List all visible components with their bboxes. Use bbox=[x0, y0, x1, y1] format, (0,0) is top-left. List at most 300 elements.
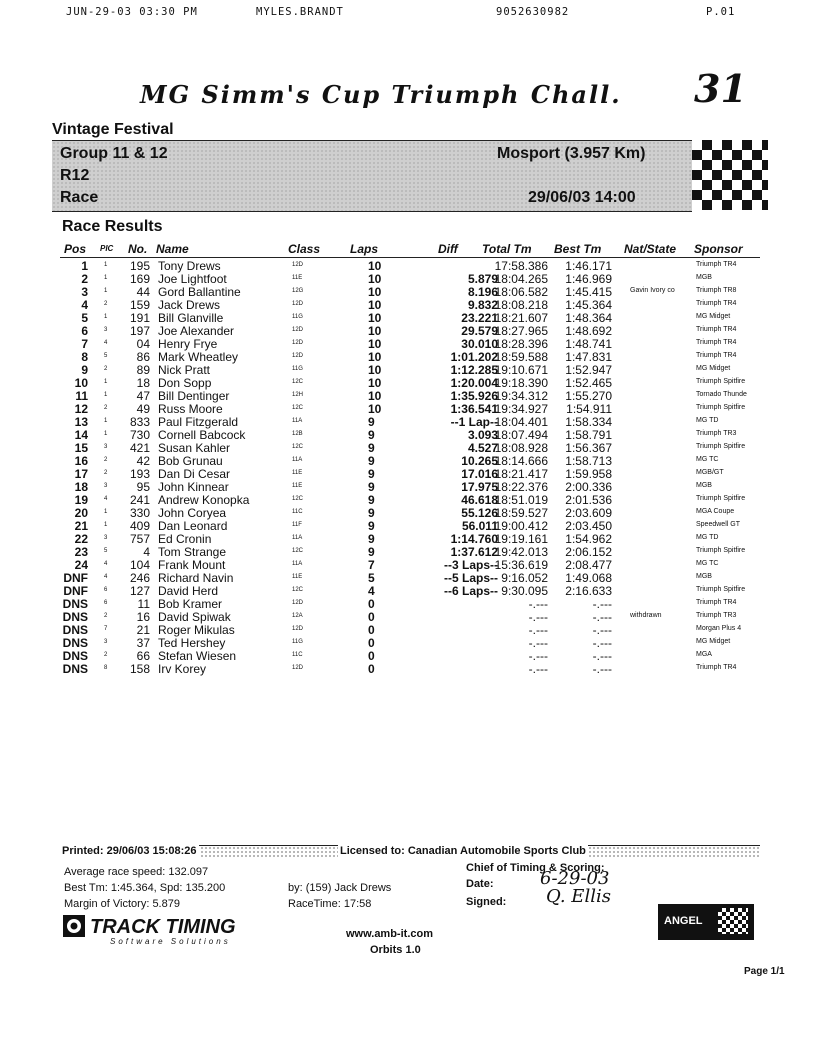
cell-pos: 19 bbox=[74, 493, 88, 507]
software-version: Orbits 1.0 bbox=[370, 944, 421, 956]
cell-laps: 9 bbox=[368, 454, 375, 468]
cell-sponsor: Triumph TR4 bbox=[696, 300, 737, 307]
cell-name: Bob Kramer bbox=[158, 597, 223, 611]
cell-best: -.--- bbox=[592, 636, 612, 650]
cell-cls: 11A bbox=[292, 535, 303, 541]
cell-total: 18:59.588 bbox=[494, 350, 548, 364]
cell-sponsor: Triumph TR8 bbox=[696, 287, 737, 294]
printed-timestamp: Printed: 29/06/03 15:08:26 bbox=[62, 845, 197, 857]
cell-total: -.--- bbox=[528, 610, 548, 624]
cell-best: 1:52.947 bbox=[565, 363, 612, 377]
fax-header bbox=[66, 6, 776, 20]
cell-sponsor: Triumph TR3 bbox=[696, 612, 737, 619]
table-row bbox=[60, 324, 760, 337]
cell-pic: 8 bbox=[104, 665, 108, 671]
cell-diff: 56.011 bbox=[461, 519, 498, 533]
col-no: No. bbox=[128, 242, 148, 256]
cell-total: -.--- bbox=[528, 636, 548, 650]
cell-pos: 1 bbox=[81, 259, 88, 273]
chief-label: Chief of Timing & Scoring: bbox=[466, 862, 605, 874]
cell-laps: 9 bbox=[368, 532, 375, 546]
cell-name: Joe Alexander bbox=[158, 324, 235, 338]
cell-pic: 1 bbox=[104, 262, 108, 268]
cell-cls: 11F bbox=[292, 522, 302, 528]
sponsor-flag-icon bbox=[718, 908, 748, 934]
cell-pos: DNS bbox=[62, 662, 88, 676]
cell-name: Tom Strange bbox=[158, 545, 227, 559]
signed-label: Signed: bbox=[466, 896, 507, 908]
cell-cls: 12D bbox=[292, 262, 304, 268]
cell-cls: 12C bbox=[292, 548, 304, 554]
cell-no: 246 bbox=[129, 571, 150, 585]
cell-diff: 1:37.612 bbox=[450, 545, 498, 559]
cell-total: -.--- bbox=[528, 662, 548, 676]
cell-sponsor: MG TD bbox=[696, 534, 719, 541]
brand-sub: Software Solutions bbox=[110, 937, 231, 946]
cell-total: -.--- bbox=[528, 597, 548, 611]
footer-band bbox=[60, 845, 760, 858]
cell-best: 1:54.911 bbox=[566, 402, 612, 416]
cell-sponsor: Triumph TR4 bbox=[696, 599, 737, 606]
table-row bbox=[60, 649, 760, 662]
cell-no: 409 bbox=[129, 519, 150, 533]
cell-pos: 15 bbox=[74, 441, 88, 455]
cell-name: Stefan Wiesen bbox=[158, 649, 237, 663]
table-row bbox=[60, 623, 760, 636]
cell-sponsor: MG Midget bbox=[696, 638, 731, 645]
cell-total: 17:58.386 bbox=[494, 259, 548, 273]
cell-cls: 12D bbox=[292, 353, 304, 359]
cell-no: 330 bbox=[129, 506, 150, 520]
cell-total: 19:34.927 bbox=[494, 402, 548, 416]
cell-pos: 13 bbox=[74, 415, 88, 429]
cell-no: 44 bbox=[136, 285, 150, 299]
table-row bbox=[60, 532, 760, 545]
cell-pic: 2 bbox=[104, 470, 108, 476]
col-diff: Diff bbox=[438, 242, 458, 256]
cell-laps: 9 bbox=[368, 519, 375, 533]
cell-pic: 3 bbox=[104, 483, 108, 489]
cell-name: Dan Leonard bbox=[158, 519, 228, 533]
cell-no: 104 bbox=[129, 558, 150, 572]
cell-name: Bill Glanville bbox=[158, 311, 224, 325]
cell-pos: DNS bbox=[62, 610, 88, 624]
table-row bbox=[60, 636, 760, 649]
track-label: Mosport (3.957 Km) bbox=[497, 145, 646, 162]
col-pos: Pos bbox=[64, 242, 87, 256]
cell-best: 1:58.791 bbox=[565, 428, 612, 442]
cell-pos: 2 bbox=[81, 272, 88, 286]
cell-sponsor: MGB bbox=[696, 274, 712, 281]
cell-sponsor: MG TC bbox=[696, 456, 719, 463]
sponsor-logo bbox=[658, 904, 754, 940]
cell-pic: 2 bbox=[104, 301, 108, 307]
cell-laps: 7 bbox=[368, 558, 375, 572]
cell-name: David Spiwak bbox=[158, 610, 231, 624]
cell-pos: DNS bbox=[62, 597, 88, 611]
cell-total: 18:21.417 bbox=[494, 467, 548, 481]
cell-pos: DNF bbox=[63, 584, 88, 598]
track-timing-logo-icon bbox=[62, 914, 86, 938]
cell-no: 421 bbox=[129, 441, 150, 455]
cell-best: 1:45.415 bbox=[565, 285, 612, 299]
cell-total: 18:59.527 bbox=[494, 506, 548, 520]
cell-sponsor: Triumph Spitfire bbox=[696, 404, 746, 411]
cell-pic: 1 bbox=[104, 392, 108, 398]
cell-total: 19:42.013 bbox=[494, 545, 548, 559]
cell-sponsor: Triumph Spitfire bbox=[696, 443, 746, 450]
cell-name: Susan Kahler bbox=[158, 441, 231, 455]
column-headers bbox=[60, 242, 760, 258]
group-label: Group 11 & 12 bbox=[60, 145, 168, 162]
cell-no: 158 bbox=[129, 662, 150, 676]
cell-best: -.--- bbox=[592, 623, 612, 637]
cell-total: 19:18.390 bbox=[494, 376, 548, 390]
signature: Q. Ellis bbox=[546, 886, 611, 907]
cell-best: 1:58.334 bbox=[565, 415, 612, 429]
cell-cls: 12D bbox=[292, 327, 304, 333]
cell-best: 1:59.958 bbox=[565, 467, 612, 481]
cell-diff: 30.010 bbox=[461, 337, 498, 351]
cell-sponsor: MGB/GT bbox=[696, 469, 724, 476]
cell-cls: 12C bbox=[292, 587, 304, 593]
cell-no: 37 bbox=[136, 636, 150, 650]
cell-cls: 11G bbox=[292, 639, 303, 645]
cell-cls: 11C bbox=[292, 652, 303, 658]
best-time: Best Tm: 1:45.364, Spd: 135.200 bbox=[64, 882, 226, 894]
cell-cls: 11A bbox=[292, 457, 303, 463]
fax-sender: MYLES.BRANDT bbox=[256, 6, 344, 18]
cell-name: Jack Drews bbox=[158, 298, 221, 312]
col-class: Class bbox=[288, 242, 321, 256]
table-row bbox=[60, 519, 760, 532]
cell-sponsor: MG Midget bbox=[696, 313, 731, 320]
cell-diff: --5 Laps-- bbox=[444, 571, 498, 585]
cell-laps: 10 bbox=[368, 337, 382, 351]
cell-name: Ed Cronin bbox=[158, 532, 212, 546]
cell-name: Tony Drews bbox=[158, 259, 221, 273]
cell-no: 11 bbox=[137, 597, 150, 611]
cell-pos: 4 bbox=[81, 298, 88, 312]
cell-pic: 2 bbox=[104, 366, 108, 372]
cell-laps: 0 bbox=[368, 597, 375, 611]
table-row bbox=[60, 454, 760, 467]
cell-sponsor: Triumph Spitfire bbox=[696, 547, 746, 554]
cell-sponsor: MG Midget bbox=[696, 365, 731, 372]
cell-best: 2:01.536 bbox=[565, 493, 612, 507]
checkered-flag-icon bbox=[692, 140, 768, 210]
cell-name: Gord Ballantine bbox=[158, 285, 241, 299]
cell-cls: 11E bbox=[292, 275, 303, 281]
cell-cls: 12C bbox=[292, 444, 304, 450]
col-sponsor: Sponsor bbox=[694, 242, 743, 256]
cell-sponsor: Triumph Spitfire bbox=[696, 586, 746, 593]
cell-total: 18:08.928 bbox=[494, 441, 548, 455]
cell-name: Henry Frye bbox=[158, 337, 218, 351]
cell-cls: 12H bbox=[292, 392, 304, 398]
cell-laps: 9 bbox=[368, 480, 375, 494]
cell-pos: 10 bbox=[74, 376, 88, 390]
cell-cls: 12A bbox=[292, 613, 303, 619]
cell-best: 1:45.364 bbox=[565, 298, 612, 312]
table-row bbox=[60, 610, 760, 623]
cell-best: 1:56.367 bbox=[565, 441, 612, 455]
cell-total: 18:04.265 bbox=[494, 272, 548, 286]
cell-best: 1:46.969 bbox=[565, 272, 612, 286]
table-row bbox=[60, 493, 760, 506]
cell-diff: 1:35.926 bbox=[450, 389, 498, 403]
cell-pic: 2 bbox=[104, 613, 108, 619]
cell-no: 89 bbox=[136, 363, 150, 377]
cell-pic: 1 bbox=[104, 288, 108, 294]
cell-sponsor: Tornado Thunde bbox=[696, 391, 747, 398]
cell-total: 15:36.619 bbox=[494, 558, 548, 572]
cell-cls: 12C bbox=[292, 379, 304, 385]
cell-pic: 4 bbox=[104, 561, 108, 567]
cell-best: 2:00.336 bbox=[565, 480, 612, 494]
cell-diff: 17.975 bbox=[461, 480, 498, 494]
cell-pic: 4 bbox=[104, 340, 108, 346]
cell-sponsor: MG TC bbox=[696, 560, 719, 567]
event-title: Vintage Festival bbox=[52, 121, 174, 138]
cell-diff: 5.879 bbox=[467, 272, 498, 286]
cell-total: 19:00.412 bbox=[494, 519, 548, 533]
cell-best: 1:52.465 bbox=[565, 376, 612, 390]
licensed-to: Licensed to: Canadian Automobile Sports Club bbox=[340, 845, 586, 857]
cell-no: 47 bbox=[136, 389, 150, 403]
cell-sponsor: Triumph Spitfire bbox=[696, 378, 746, 385]
cell-total: 18:28.396 bbox=[494, 337, 548, 351]
cell-sponsor: Triumph TR4 bbox=[696, 352, 737, 359]
table-row bbox=[60, 415, 760, 428]
cell-cls: 11E bbox=[292, 483, 303, 489]
cell-diff: 1:14.760 bbox=[450, 532, 498, 546]
average-speed: Average race speed: 132.097 bbox=[64, 866, 209, 878]
cell-pos: 6 bbox=[81, 324, 88, 338]
cell-best: 2:06.152 bbox=[565, 545, 612, 559]
table-row bbox=[60, 571, 760, 584]
margin-of-victory: Margin of Victory: 5.879 bbox=[64, 898, 180, 910]
cell-no: 18 bbox=[136, 376, 150, 390]
cell-pos: 18 bbox=[74, 480, 88, 494]
cell-pic: 3 bbox=[104, 535, 108, 541]
cell-pic: 6 bbox=[104, 587, 108, 593]
cell-no: 04 bbox=[136, 337, 150, 351]
col-total: Total Tm bbox=[482, 242, 532, 256]
cell-diff: 10.265 bbox=[461, 454, 498, 468]
race-time: RaceTime: 17:58 bbox=[288, 898, 372, 910]
table-row bbox=[60, 389, 760, 402]
cell-diff: 55.126 bbox=[461, 506, 498, 520]
cell-best: 2:16.633 bbox=[565, 584, 612, 598]
fax-datetime: JUN-29-03 03:30 PM bbox=[66, 6, 198, 18]
date-label: Date: bbox=[466, 878, 494, 890]
col-name: Name bbox=[156, 242, 189, 256]
cell-diff: 1:36.541 bbox=[450, 402, 498, 416]
cell-pic: 3 bbox=[104, 639, 108, 645]
cell-sponsor: MGA Coupe bbox=[696, 508, 735, 515]
cell-cls: 12C bbox=[292, 496, 304, 502]
cell-pic: 1 bbox=[104, 522, 108, 528]
table-row bbox=[60, 428, 760, 441]
cell-no: 127 bbox=[129, 584, 150, 598]
cell-laps: 9 bbox=[368, 493, 375, 507]
cell-no: 197 bbox=[129, 324, 150, 338]
table-row bbox=[60, 480, 760, 493]
cell-pic: 1 bbox=[104, 275, 108, 281]
cell-sponsor: MGB bbox=[696, 573, 712, 580]
col-pic: PIC bbox=[100, 244, 114, 253]
cell-diff: 3.093 bbox=[467, 428, 498, 442]
cell-no: 16 bbox=[136, 610, 150, 624]
cell-best: -.--- bbox=[592, 662, 612, 676]
cell-pos: 24 bbox=[74, 558, 88, 572]
cell-pic: 2 bbox=[104, 652, 108, 658]
cell-laps: 10 bbox=[368, 363, 382, 377]
cell-sponsor: Morgan Plus 4 bbox=[696, 625, 742, 632]
cell-total: 18:21.607 bbox=[494, 311, 548, 325]
cell-pos: 5 bbox=[81, 311, 88, 325]
table-row bbox=[60, 558, 760, 571]
cell-diff: 8.196 bbox=[467, 285, 498, 299]
table-row bbox=[60, 506, 760, 519]
cell-cls: 12D bbox=[292, 301, 304, 307]
cell-total: 18:07.494 bbox=[494, 428, 548, 442]
cell-diff: 1:12.285 bbox=[450, 363, 498, 377]
table-row bbox=[60, 259, 760, 272]
cell-diff: 1:20.004 bbox=[450, 376, 498, 390]
table-row bbox=[60, 298, 760, 311]
cell-name: Andrew Konopka bbox=[158, 493, 250, 507]
cell-best: 1:58.713 bbox=[565, 454, 612, 468]
cell-best: 1:54.962 bbox=[565, 532, 612, 546]
cell-pos: 16 bbox=[74, 454, 88, 468]
cell-pic: 2 bbox=[104, 405, 108, 411]
cell-total: 18:14.666 bbox=[494, 454, 548, 468]
cell-total: -.--- bbox=[528, 649, 548, 663]
cell-pos: 14 bbox=[74, 428, 88, 442]
cell-cls: 12B bbox=[292, 431, 303, 437]
cell-laps: 0 bbox=[368, 649, 375, 663]
cell-pic: 2 bbox=[104, 457, 108, 463]
cell-best: -.--- bbox=[592, 649, 612, 663]
cell-name: Russ Moore bbox=[158, 402, 223, 416]
cell-name: John Coryea bbox=[158, 506, 227, 520]
cell-sponsor: MG TD bbox=[696, 417, 719, 424]
table-row bbox=[60, 337, 760, 350]
cell-no: 42 bbox=[136, 454, 150, 468]
cell-laps: 9 bbox=[368, 545, 375, 559]
fax-phone: 9052630982 bbox=[496, 6, 570, 18]
session-datetime: 29/06/03 14:00 bbox=[528, 189, 636, 206]
cell-pos: 21 bbox=[74, 519, 88, 533]
cell-total: -.--- bbox=[528, 623, 548, 637]
cell-sponsor: Triumph TR4 bbox=[696, 339, 737, 346]
class-code: R12 bbox=[60, 167, 90, 184]
cell-total: 18:08.218 bbox=[494, 298, 548, 312]
cell-best: 1:48.692 bbox=[565, 324, 612, 338]
cell-no: 169 bbox=[129, 272, 150, 286]
cell-diff: 4.527 bbox=[467, 441, 498, 455]
cell-diff: 23.221 bbox=[461, 311, 498, 325]
table-row bbox=[60, 376, 760, 389]
cell-total: 9:30.095 bbox=[501, 584, 548, 598]
cell-name: Irv Korey bbox=[158, 662, 207, 676]
cell-pic: 1 bbox=[104, 431, 108, 437]
cell-pos: 8 bbox=[81, 350, 88, 364]
table-row bbox=[60, 584, 760, 597]
cell-cls: 12C bbox=[292, 405, 304, 411]
cell-best: 1:48.741 bbox=[565, 337, 612, 351]
cell-diff: 17.016 bbox=[461, 467, 498, 481]
cell-name: Nick Pratt bbox=[158, 363, 211, 377]
cell-laps: 0 bbox=[368, 623, 375, 637]
cell-best: -.--- bbox=[592, 610, 612, 624]
col-best: Best Tm bbox=[554, 242, 602, 256]
cell-pos: 11 bbox=[75, 389, 88, 403]
cell-name: Roger Mikulas bbox=[158, 623, 235, 637]
website-link[interactable]: www.amb-it.com bbox=[346, 928, 433, 940]
cell-best: -.--- bbox=[592, 597, 612, 611]
cell-laps: 10 bbox=[368, 389, 382, 403]
cell-sponsor: Triumph TR4 bbox=[696, 326, 737, 333]
cell-best: 1:55.270 bbox=[565, 389, 612, 403]
cell-name: Don Sopp bbox=[158, 376, 212, 390]
cell-pic: 1 bbox=[104, 314, 108, 320]
cell-laps: 10 bbox=[368, 259, 382, 273]
table-row bbox=[60, 311, 760, 324]
cell-pic: 4 bbox=[104, 496, 108, 502]
cell-pic: 4 bbox=[104, 574, 108, 580]
handwritten-number: 31 bbox=[694, 66, 747, 111]
cell-best: 2:08.477 bbox=[565, 558, 612, 572]
table-row bbox=[60, 545, 760, 558]
cell-total: 9:16.052 bbox=[501, 571, 548, 585]
cell-diff: 1:01.202 bbox=[450, 350, 498, 364]
col-laps: Laps bbox=[350, 242, 379, 256]
cell-laps: 0 bbox=[368, 662, 375, 676]
cell-no: 195 bbox=[129, 259, 150, 273]
session-header bbox=[52, 140, 692, 212]
results-table bbox=[60, 259, 760, 675]
cell-laps: 9 bbox=[368, 428, 375, 442]
cell-nat: Gavin Ivory co bbox=[630, 287, 675, 294]
cell-pic: 5 bbox=[104, 548, 108, 554]
cell-no: 833 bbox=[129, 415, 150, 429]
cell-no: 159 bbox=[129, 298, 150, 312]
cell-sponsor: Triumph TR3 bbox=[696, 430, 737, 437]
cell-pic: 3 bbox=[104, 444, 108, 450]
cell-best: 2:03.609 bbox=[565, 506, 612, 520]
cell-total: 19:10.671 bbox=[494, 363, 548, 377]
cell-no: 86 bbox=[136, 350, 150, 364]
col-nat: Nat/State bbox=[624, 242, 677, 256]
cell-nat: withdrawn bbox=[630, 612, 662, 619]
cell-pos: DNF bbox=[63, 571, 88, 585]
cell-sponsor: MGB bbox=[696, 482, 712, 489]
cell-best: 1:47.831 bbox=[565, 350, 612, 364]
cell-total: 19:34.312 bbox=[494, 389, 548, 403]
cell-total: 18:06.582 bbox=[494, 285, 548, 299]
cell-total: 18:51.019 bbox=[494, 493, 548, 507]
cell-laps: 0 bbox=[368, 636, 375, 650]
cell-pos: DNS bbox=[62, 623, 88, 637]
cell-no: 241 bbox=[129, 493, 150, 507]
cell-total: 18:22.376 bbox=[494, 480, 548, 494]
cell-pic: 5 bbox=[104, 353, 108, 359]
cell-laps: 10 bbox=[368, 272, 382, 286]
cell-laps: 9 bbox=[368, 506, 375, 520]
